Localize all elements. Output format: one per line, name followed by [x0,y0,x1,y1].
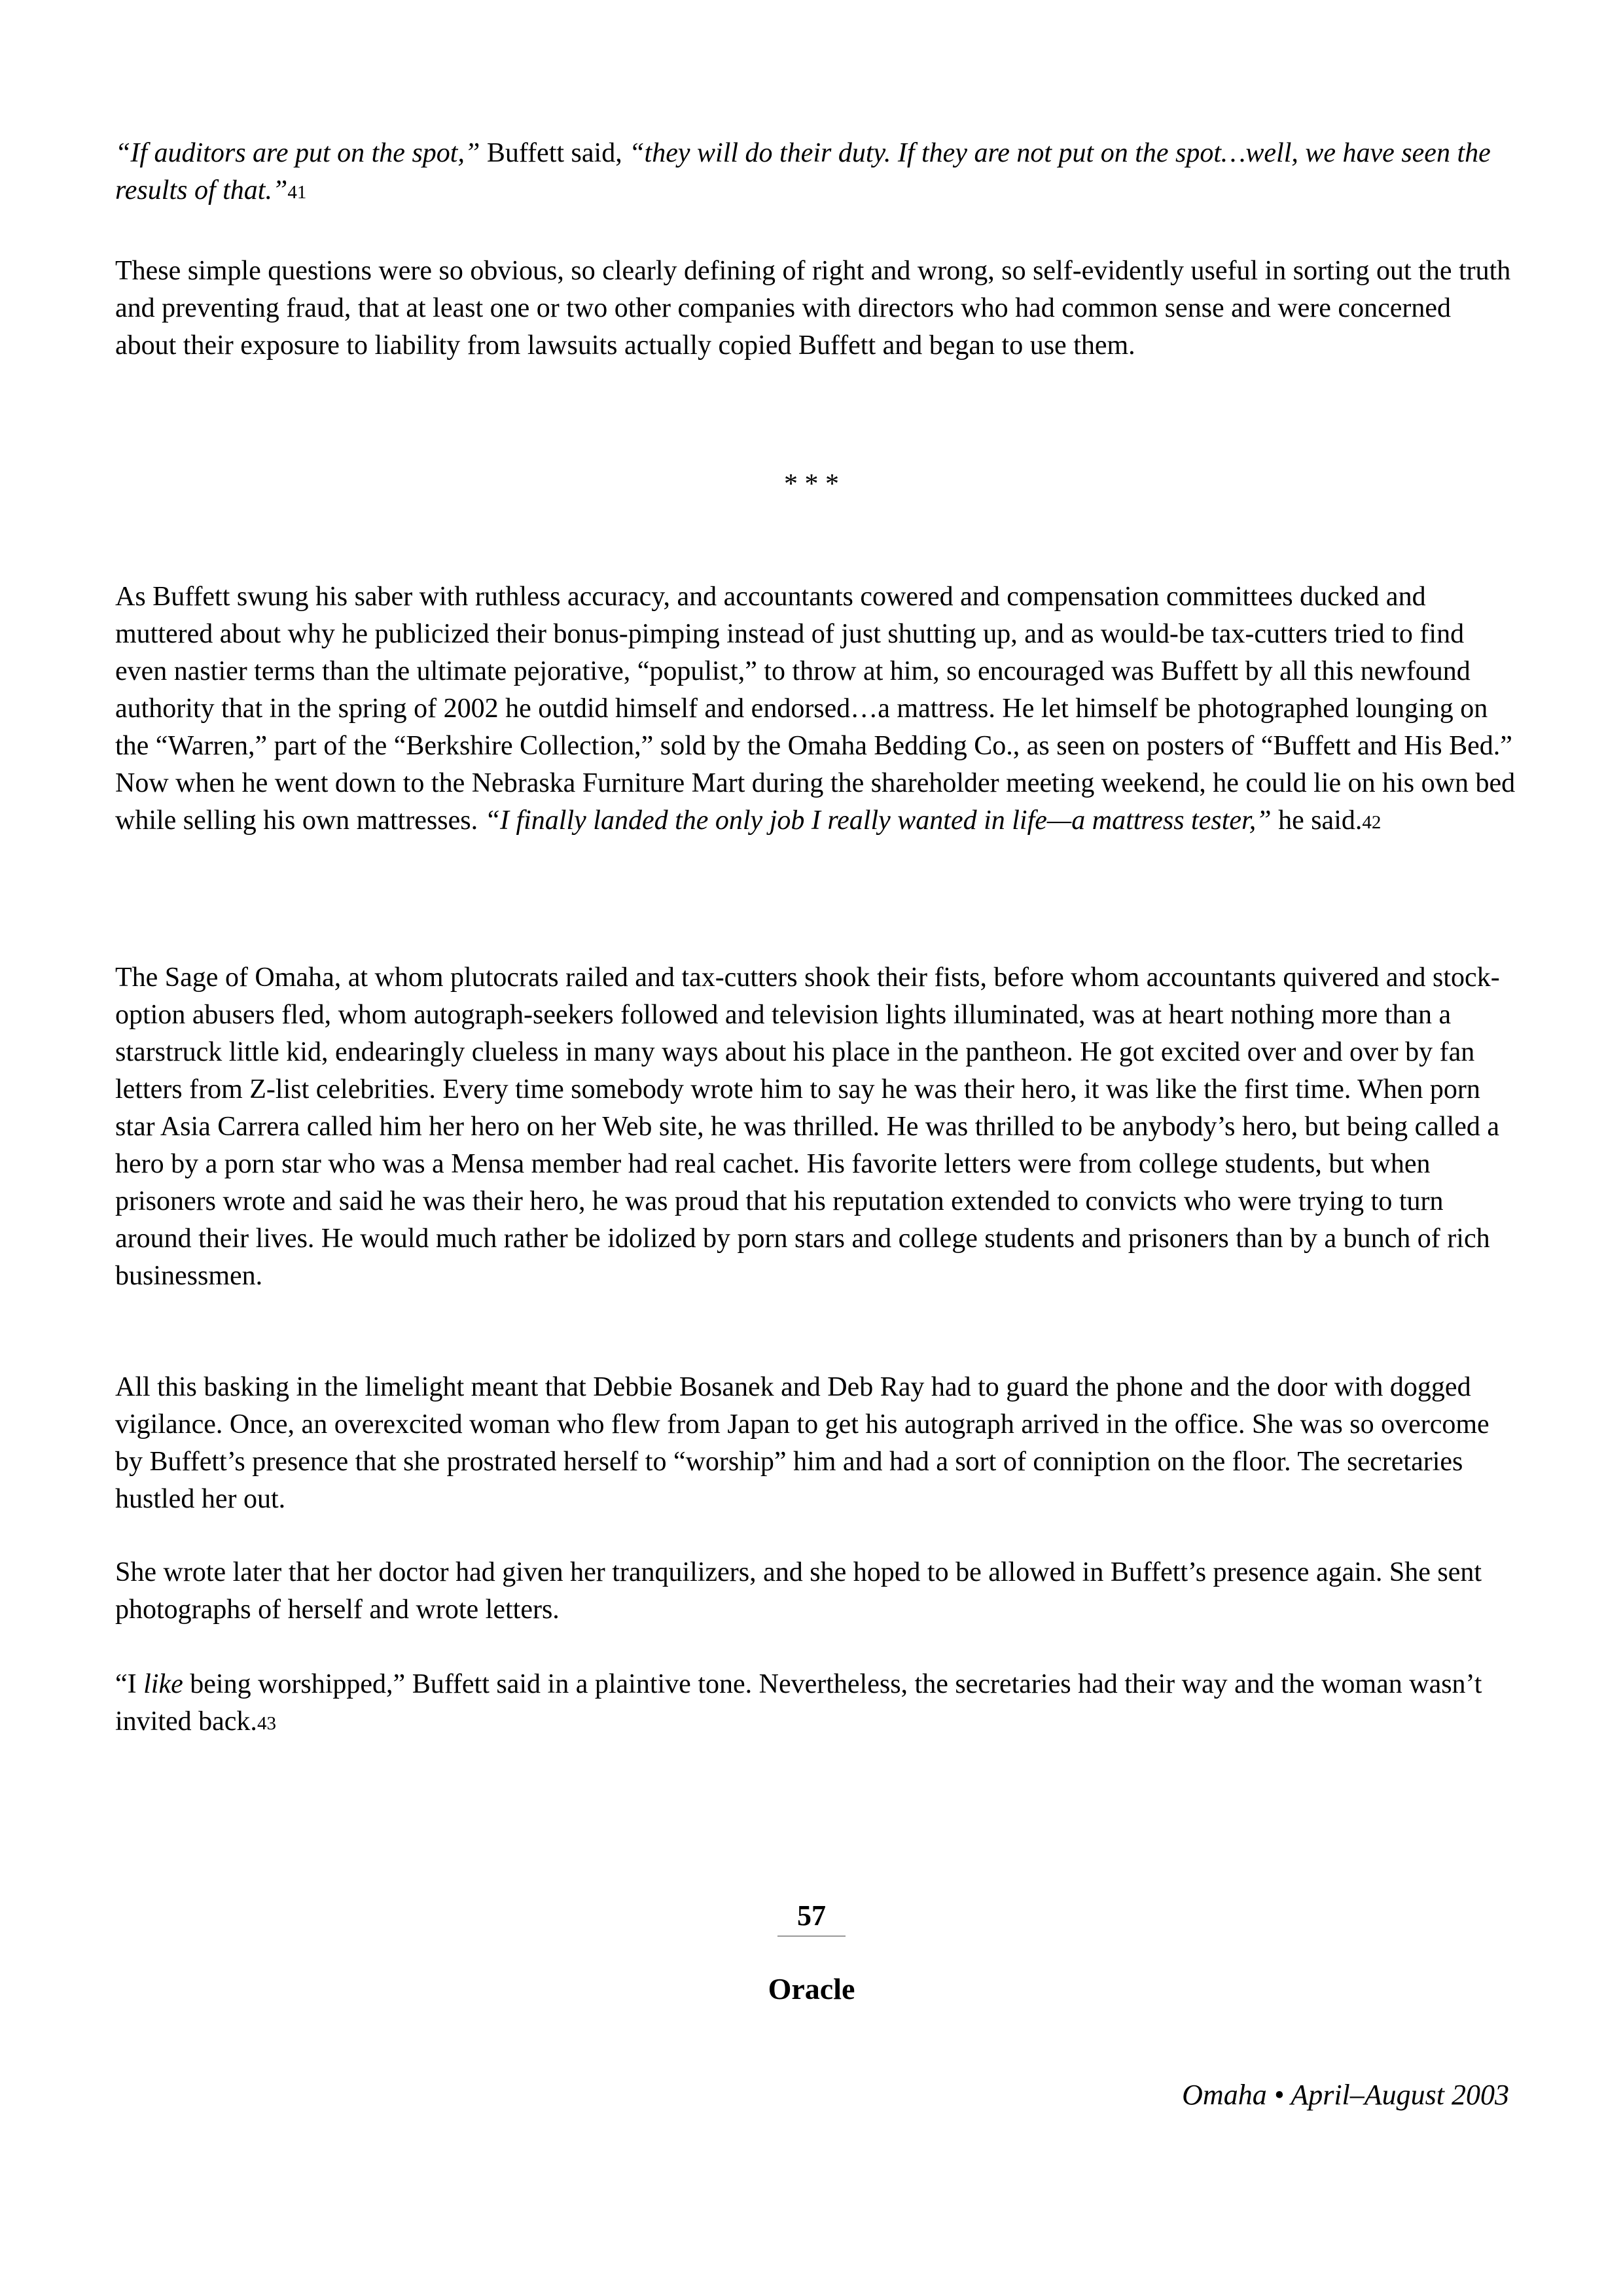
chapter-dateline: Omaha • April–August 2003 [1182,2079,1509,2111]
paragraph-text: “I [115,1669,144,1699]
quote-part: “If auditors are put on the spot,” [115,138,480,168]
paragraph-limelight: All this basking in the limelight meant that Debbie Bosanek and Deb Ray had to guard the phone and the door with dogged vigilance. Once, an overexcited woman who flew from Japan to get his autograph arrived in the office. She was so overcome by Buffett’s presence that she prostrated herself to “worship” him and had a sort of conniption on the floor. The secretaries hustled her out. [115,1372,1489,1514]
paragraph-mattress [115,578,1516,839]
quote-part: “I finally landed the only job I really wanted in life—a mattress tester,” [484,805,1272,836]
footnote-marker: 43 [257,1713,276,1734]
quote-part: “they will do their duty. If they are not put on the spot…well, we have seen the results of that.” [115,138,1491,205]
paragraph-text: he said. [1271,805,1363,836]
paragraph-tranquilizers: She wrote later that her doctor had given her tranquilizers, and she hoped to be allowed in Buffett’s presence again. She sent photographs of herself and wrote letters. [115,1557,1482,1625]
emphasis: like [143,1669,183,1699]
chapter-title: Oracle [768,1972,855,2005]
chapter-number: 57 [797,1899,826,1932]
attribution: Buffett said, [480,138,630,168]
footnote-marker: 41 [287,182,307,203]
section-separator: * * * [784,469,839,499]
paragraph-text: As Buffett swung his saber with ruthless accuracy, and accountants cowered and compensation committees ducked and muttered about why he publicized their bonus-pimping instead of just shutting up, and as would-be tax-cutters tried to find even nastier terms than the ultimate pejorative, “populist,” to throw at him, so encouraged was Buffett by all this newfound authority that in the spring of 2002 he outdid himself and endorsed…a mattress. He let himself be photographed lounging on the “Warren,” part of the “Berkshire Collection,” sold by the Omaha Bedding Co., as seen on posters of “Buffett and His Bed.” Now when he went down to the Nebraska Furniture Mart during the shareholder meeting weekend, he could lie on his own bed while selling his own mattresses. [115,582,1516,836]
chapter-number-rule [777,1935,846,1937]
paragraph-sage-of-omaha: The Sage of Omaha, at whom plutocrats railed and tax-cutters shook their fists, before whom accountants quivered and stock-option abusers fled, whom autograph-seekers followed and television lights illuminated, was at heart nothing more than a starstruck little kid, endearingly clueless in many ways about his place in the pantheon. He got excited over and over by fan letters from Z-list celebrities. Every time somebody wrote him to say he was their hero, it was like the first time. When porn star Asia Carrera called him her hero on her Web site, he was thrilled. He was thrilled to be anybody’s hero, but being called a hero by a porn star who was a Mensa member had real cachet. His favorite letters were from college students, but when prisoners wrote and said he was their hero, he was proud that his reputation extended to convicts who were trying to turn around their lives. He would much rather be idolized by porn stars and college students and prisoners than by a bunch of rich businessmen. [115,963,1500,1291]
paragraph-simple-questions: These simple questions were so obvious, so clearly defining of right and wrong, so self-evidently useful in sorting out the truth and preventing fraud, that at least one or two other companies with directors who had common sense and were concerned about their exposure to liability from lawsuits actually copied Buffett and began to use them. [115,256,1511,361]
paragraph-auditors-quote [115,135,1516,209]
paragraph-worshipped [115,1666,1516,1740]
footnote-marker: 42 [1362,812,1382,833]
paragraph-text: being worshipped,” Buffett said in a plaintive tone. Nevertheless, the secretaries had their way and the woman wasn’t invited back. [115,1669,1482,1737]
